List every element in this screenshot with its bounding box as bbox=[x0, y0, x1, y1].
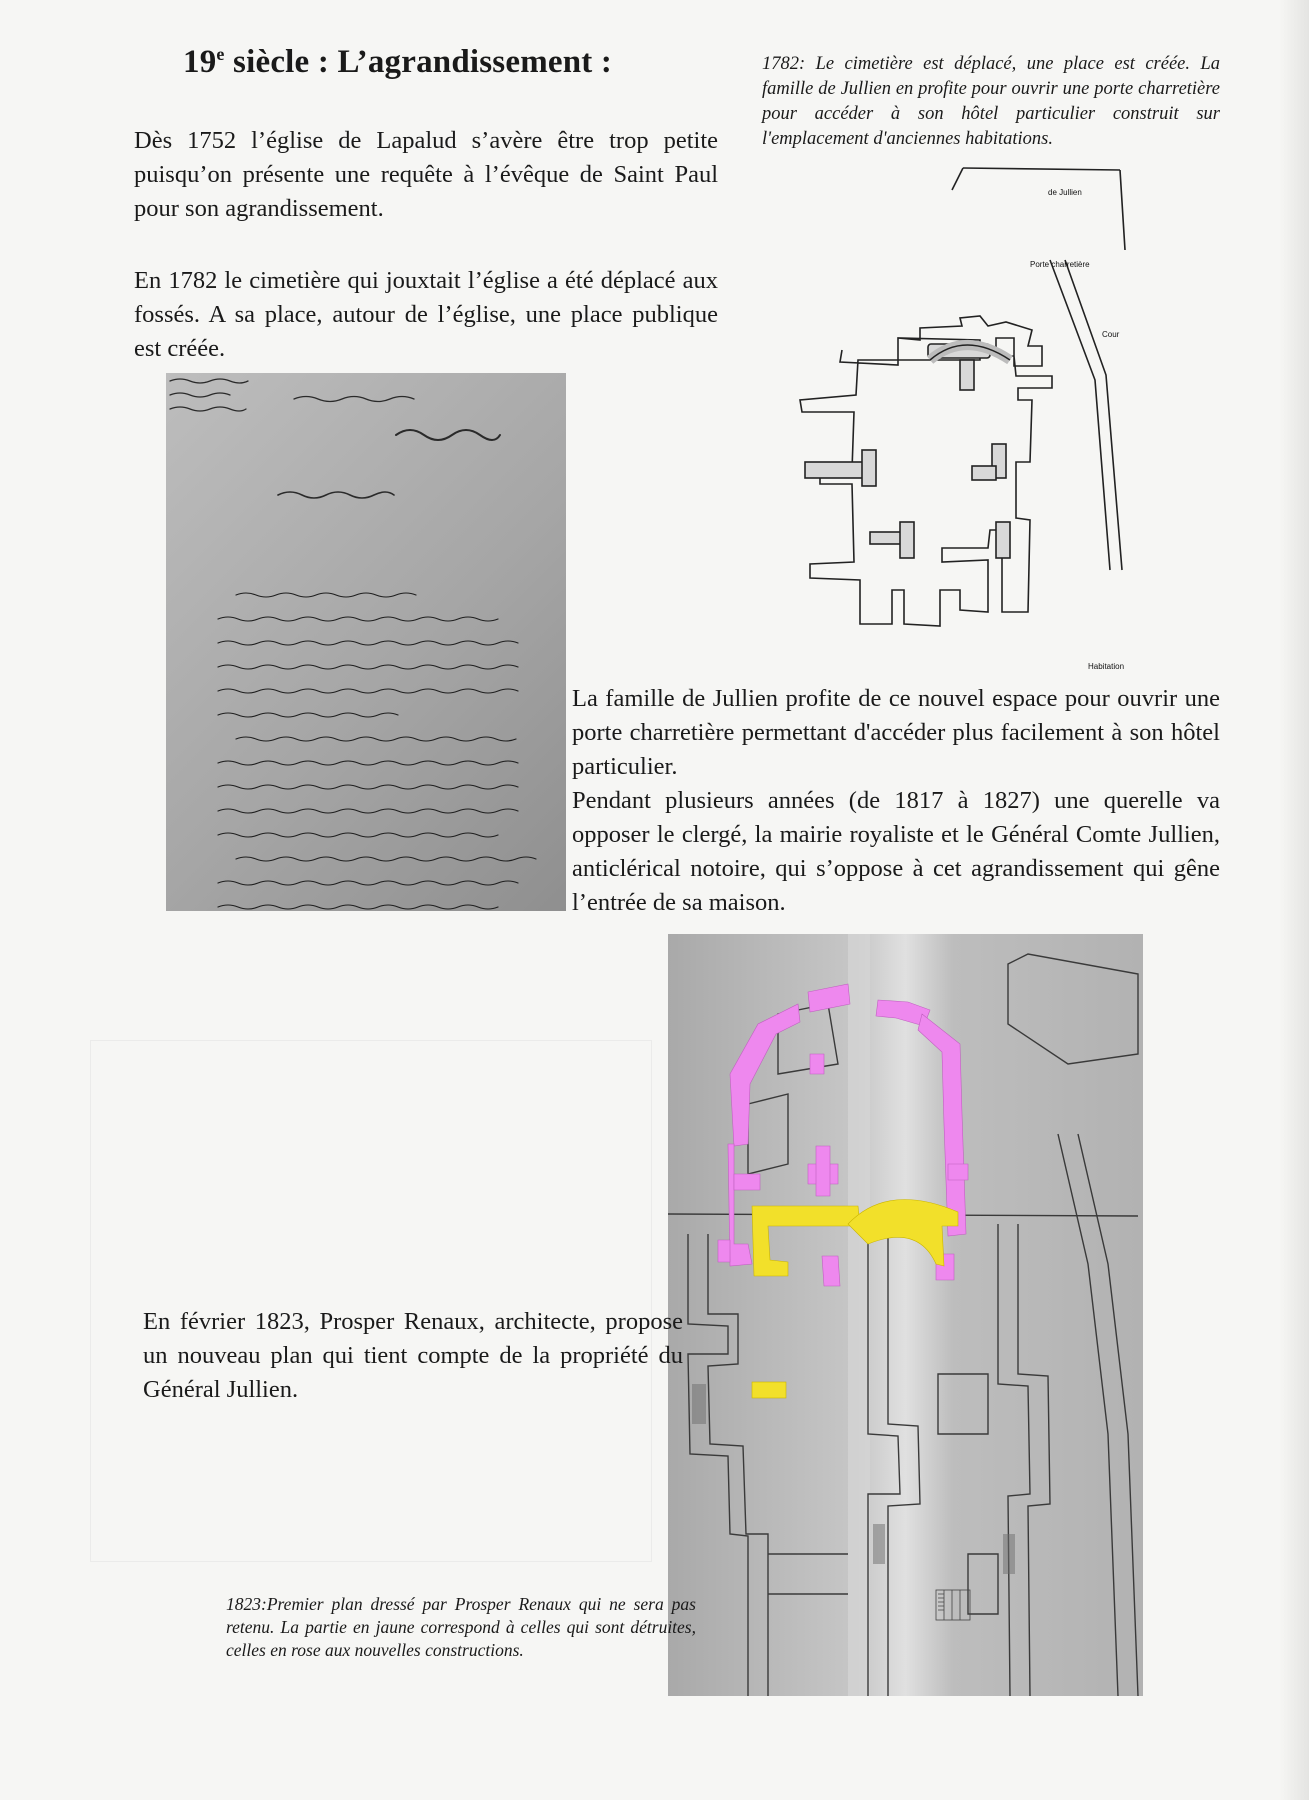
show-through-text bbox=[740, 150, 747, 184]
caption-1823 bbox=[226, 1593, 696, 1662]
paragraph-1752: Dès 1752 l’église de Lapalud s’avère être trop petite puisqu’on présente une requête à l’évêque de Saint Paul pour son agrandissement. bbox=[134, 127, 718, 222]
page-edge bbox=[1279, 0, 1309, 1800]
church-plan-1823-drawing bbox=[668, 934, 1143, 1696]
handwritten-letter-image bbox=[166, 373, 566, 911]
paragraph-jullien bbox=[572, 682, 1220, 920]
plan-label-habitation: Habitation bbox=[1088, 662, 1125, 671]
caption-1782-date: 1782 bbox=[762, 54, 799, 74]
title-number: 19 bbox=[183, 44, 217, 80]
caption-1823-text: :Premier plan dressé par Prosper Renaux qui ne sera pas retenu. La partie en jaune correspond à celles qui sont détruites, celles en rose aux nouvelles constructions. bbox=[226, 1594, 696, 1660]
title-superscript: e bbox=[216, 44, 225, 64]
plan-label-cour: Cour bbox=[1102, 330, 1120, 339]
handwriting-strokes bbox=[166, 373, 566, 911]
caption-1782 bbox=[762, 52, 1220, 152]
show-through-area bbox=[90, 1040, 652, 1562]
caption-1823-date: 1823 bbox=[226, 1594, 261, 1614]
paragraph-jullien-part-1: La famille de Jullien profite de ce nouvel espace pour ouvrir une porte charretière permettant d'accéder plus facilement à son hôtel particulier. bbox=[572, 685, 1220, 780]
paragraph-renaux: En février 1823, Prosper Renaux, architecte, propose un nouveau plan qui tient compte de la propriété du Général Jullien. bbox=[143, 1308, 683, 1403]
plan-label-de-jullien: de Jullien bbox=[1048, 188, 1082, 197]
church-plan-1782-drawing bbox=[780, 150, 1130, 680]
title-text: siècle : L’agrandissement : bbox=[224, 44, 613, 80]
page-title bbox=[183, 44, 612, 81]
church-plan-1823 bbox=[668, 934, 1143, 1696]
paragraph-jullien-part-2: Pendant plusieurs années (de 1817 à 1827) une querelle va opposer le clergé, la mairie royaliste et le Général Comte Jullien, anticlérical notoire, qui s’oppose à cet agrandissement qui gêne l’entrée de sa maison. bbox=[572, 787, 1220, 916]
paragraph-1782: En 1782 le cimetière qui jouxtait l’église a été déplacé aux fossés. A sa place, autour de l’église, une place publique est créée. bbox=[134, 267, 718, 362]
church-plan-1782 bbox=[780, 150, 1130, 680]
caption-1782-text: : Le cimetière est déplacé, une place est créée. La famille de Jullien en profite pour ouvrir une porte charretière pour accéder à son hôtel particulier construit sur l'emplacement d'anciennes habitations. bbox=[762, 54, 1220, 149]
plan-label-porte-charretiere: Porte charretière bbox=[1030, 260, 1090, 269]
